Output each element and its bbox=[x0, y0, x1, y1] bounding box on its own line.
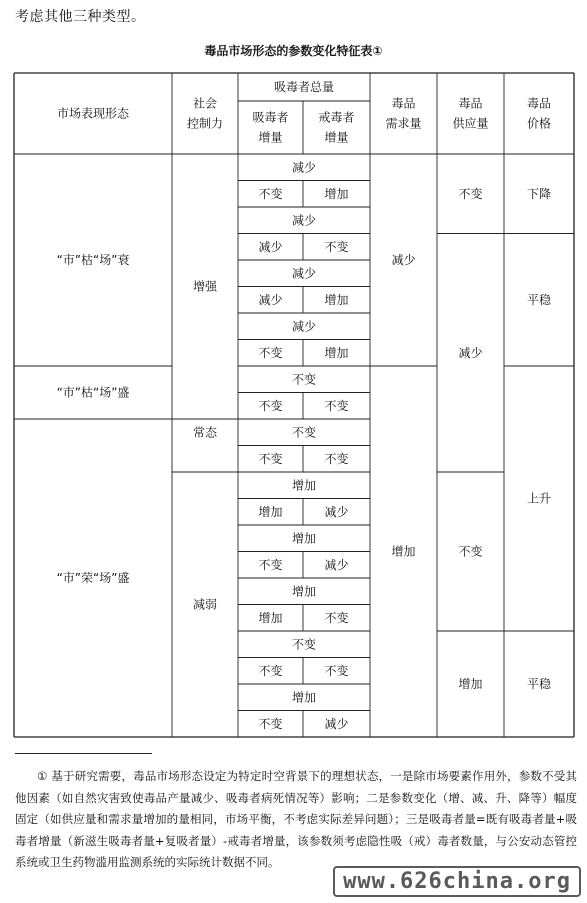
quit-increase-cell: 不变 bbox=[324, 239, 349, 254]
footnote: ① 基于研究需要，毒品市场形态设定为特定时空背景下的理想状态，一是除市场要素作用外，参数不受其他因素（如自然灾害致使毒品产量减少、吸毒者病死情况等）影响；二是参数变化（增、减、升、降等）幅度固定（如供应量和需求量增加的量相同，市场平衡，不考虑实际差异问题）；三是吸毒者量=既有吸毒者量+吸毒者增量（新滋生吸毒者量+复吸者量）-戒毒者增量，该参数须考虑隐性吸（戒）毒者数量，与公安动态管控系统或卫生药物滥用监测系统的实际统计数据不同。 bbox=[15, 769, 577, 869]
price-cell: 上升 bbox=[526, 491, 552, 506]
header-supply: 毒品供应量 bbox=[452, 96, 489, 131]
addict-increase-cell: 不变 bbox=[258, 186, 283, 201]
addict-total-cell: 增加 bbox=[291, 531, 317, 546]
addict-increase-cell: 不变 bbox=[258, 451, 283, 466]
addict-increase-cell: 减少 bbox=[258, 239, 283, 254]
addict-increase-cell: 不变 bbox=[258, 398, 283, 413]
addict-increase-cell: 不变 bbox=[258, 557, 283, 572]
price-cell: 平稳 bbox=[526, 677, 552, 691]
addict-total-cell: 增加 bbox=[291, 584, 317, 599]
addict-total-cell: 增加 bbox=[291, 478, 317, 493]
quit-increase-cell: 增加 bbox=[324, 186, 349, 201]
demand-cell: 增加 bbox=[391, 544, 416, 559]
social-control-cell: 减弱 bbox=[192, 597, 218, 612]
addict-increase-cell: 不变 bbox=[258, 345, 283, 360]
footnote-divider bbox=[15, 753, 152, 754]
price-cell: 平稳 bbox=[526, 292, 552, 307]
supply-cell: 减少 bbox=[458, 345, 483, 360]
addict-increase-cell: 增加 bbox=[258, 610, 283, 625]
demand-cell: 减少 bbox=[391, 253, 416, 267]
addict-total-cell: 增加 bbox=[291, 690, 317, 705]
quit-increase-cell: 减少 bbox=[324, 716, 349, 731]
supply-cell: 不变 bbox=[458, 186, 483, 201]
quit-increase-cell: 增加 bbox=[324, 345, 349, 360]
header-market-form: 市场表现形态 bbox=[56, 106, 130, 121]
social-control-cell: 增强 bbox=[192, 279, 218, 294]
header-social-control: 社会控制力 bbox=[186, 96, 224, 131]
addict-increase-cell: 增加 bbox=[258, 504, 283, 519]
addict-total-cell: 减少 bbox=[291, 266, 317, 281]
price-cell: 下降 bbox=[526, 186, 552, 201]
addict-total-cell: 减少 bbox=[291, 160, 317, 175]
social-control-cell: 常态 bbox=[192, 425, 218, 440]
quit-increase-cell: 减少 bbox=[324, 557, 349, 572]
quit-increase-cell: 不变 bbox=[324, 663, 349, 678]
table-title: 毒品市场形态的参数变化特征表① bbox=[204, 44, 383, 58]
quit-increase-cell: 不变 bbox=[324, 398, 349, 413]
header-price: 毒品价格 bbox=[526, 96, 552, 131]
quit-increase-cell: 减少 bbox=[324, 504, 349, 519]
addict-total-cell: 减少 bbox=[291, 319, 317, 334]
quit-increase-cell: 不变 bbox=[324, 610, 349, 625]
quit-increase-cell: 增加 bbox=[324, 292, 349, 307]
header-addict-total: 吸毒者总量 bbox=[273, 80, 335, 94]
addict-total-cell: 不变 bbox=[291, 372, 317, 387]
supply-cell: 增加 bbox=[458, 677, 483, 691]
quit-increase-cell: 不变 bbox=[324, 451, 349, 466]
intro-text: 考虑其他三种类型。 bbox=[15, 9, 146, 25]
header-demand: 毒品需求量 bbox=[385, 96, 422, 131]
addict-increase-cell: 不变 bbox=[258, 663, 283, 678]
header-quit-increase: 戒毒者增量 bbox=[318, 110, 355, 145]
header-addict-increase: 吸毒者增量 bbox=[252, 110, 289, 145]
addict-total-cell: 不变 bbox=[291, 637, 317, 652]
addict-total-cell: 减少 bbox=[291, 213, 317, 228]
market-form-cell: “市”枯“场”盛 bbox=[56, 385, 130, 400]
watermark-logo: www.626china.org bbox=[333, 866, 581, 897]
addict-increase-cell: 减少 bbox=[258, 292, 283, 307]
addict-total-cell: 不变 bbox=[291, 425, 317, 440]
market-form-cell: “市”荣“场”盛 bbox=[56, 571, 130, 585]
market-form-cell: “市”枯“场”衰 bbox=[56, 253, 130, 267]
addict-increase-cell: 不变 bbox=[258, 716, 283, 731]
supply-cell: 不变 bbox=[458, 544, 483, 559]
